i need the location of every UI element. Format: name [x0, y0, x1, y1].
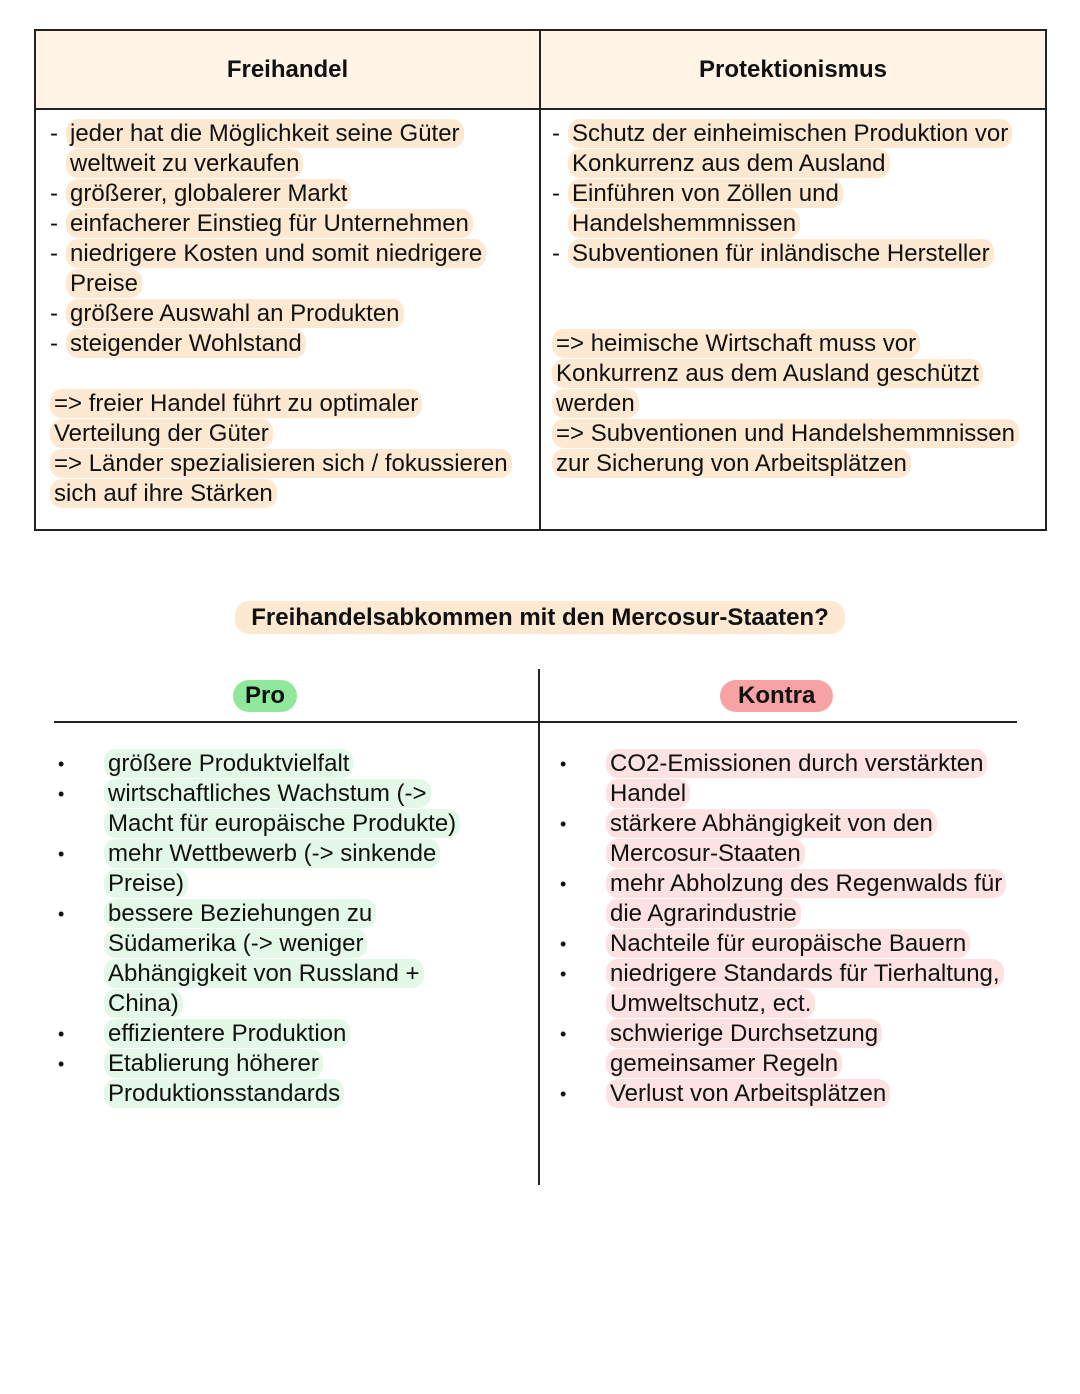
list-item: - steigender Wohlstand	[50, 329, 530, 359]
list-item: - einfacherer Einstieg für Unternehmen	[50, 209, 530, 239]
pro-kontra-header-line	[54, 721, 1017, 723]
header-protektionismus: Protektionismus	[698, 55, 888, 83]
list-item: • größere Produktvielfalt	[58, 749, 498, 779]
item-text: jeder hat die Möglichkeit seine Güter weltweit zu verkaufen	[66, 119, 464, 178]
pro-label: Pro	[233, 680, 297, 712]
list-item: - Einführen von Zöllen und Handelshemmnissen	[552, 179, 1042, 239]
item-text: Subventionen für inländische Hersteller	[568, 239, 994, 268]
list-item: - jeder hat die Möglichkeit seine Güter weltweit zu verkaufen	[50, 119, 530, 179]
list-item: • stärkere Abhängigkeit von den Mercosur-Staaten	[560, 809, 1010, 869]
list-item: • Verlust von Arbeitsplätzen	[560, 1079, 1010, 1109]
pro-kontra-divider	[538, 669, 540, 1185]
freihandel-cell	[50, 119, 530, 509]
conclusion-text: => Länder spezialisieren sich / fokussieren sich auf ihre Stärken	[50, 449, 530, 509]
conclusion-text: => freier Handel führt zu optimaler Verteilung der Güter	[50, 389, 530, 449]
item-text: Schutz der einheimischen Produktion vor Konkurrenz aus dem Ausland	[568, 119, 1012, 178]
item-text: steigender Wohlstand	[66, 329, 306, 358]
list-item: • CO2-Emissionen durch verstärkten Handel	[560, 749, 1010, 809]
conclusion-text: => Subventionen und Handelshemmnissen zur Sicherung von Arbeitsplätzen	[552, 419, 1042, 479]
list-item: - größere Auswahl an Produkten	[50, 299, 530, 329]
list-item: - größerer, globalerer Markt	[50, 179, 530, 209]
header-freihandel: Freihandel	[226, 55, 349, 83]
kontra-label: Kontra	[720, 680, 833, 712]
list-item: • mehr Wettbewerb (-> sinkende Preise)	[58, 839, 498, 899]
list-item: • effizientere Produktion	[58, 1019, 498, 1049]
list-item: • bessere Beziehungen zu Südamerika (-> weniger Abhängigkeit von Russland + China)	[58, 899, 498, 1019]
item-text: größere Auswahl an Produkten	[66, 299, 404, 328]
list-item: • wirtschaftliches Wachstum (-> Macht für europäische Produkte)	[58, 779, 498, 839]
comparison-table	[34, 29, 1047, 531]
list-item: - Subventionen für inländische Hersteller	[552, 239, 1042, 269]
list-item: • niedrigere Standards für Tierhaltung, Umweltschutz, ect.	[560, 959, 1010, 1019]
kontra-list	[560, 749, 1010, 1109]
item-text: niedrigere Kosten und somit niedrigere Preise	[66, 239, 486, 298]
list-item: • schwierige Durchsetzung gemeinsamer Regeln	[560, 1019, 1010, 1079]
pro-list	[58, 749, 498, 1109]
conclusion-text: => heimische Wirtschaft muss vor Konkurrenz aus dem Ausland geschützt werden	[552, 329, 1042, 419]
list-item: - niedrigere Kosten und somit niedrigere Preise	[50, 239, 530, 299]
list-item: - Schutz der einheimischen Produktion vor Konkurrenz aus dem Ausland	[552, 119, 1042, 179]
item-text: größerer, globalerer Markt	[66, 179, 351, 208]
item-text: Einführen von Zöllen und Handelshemmnissen	[568, 179, 843, 238]
section-title: Freihandelsabkommen mit den Mercosur-Staaten?	[0, 604, 1080, 632]
protektionismus-cell	[552, 119, 1042, 479]
list-item: • mehr Abholzung des Regenwalds für die Agrarindustrie	[560, 869, 1010, 929]
list-item: • Nachteile für europäische Bauern	[560, 929, 1010, 959]
list-item: • Etablierung höherer Produktionsstandards	[58, 1049, 498, 1109]
item-text: einfacherer Einstieg für Unternehmen	[66, 209, 473, 238]
